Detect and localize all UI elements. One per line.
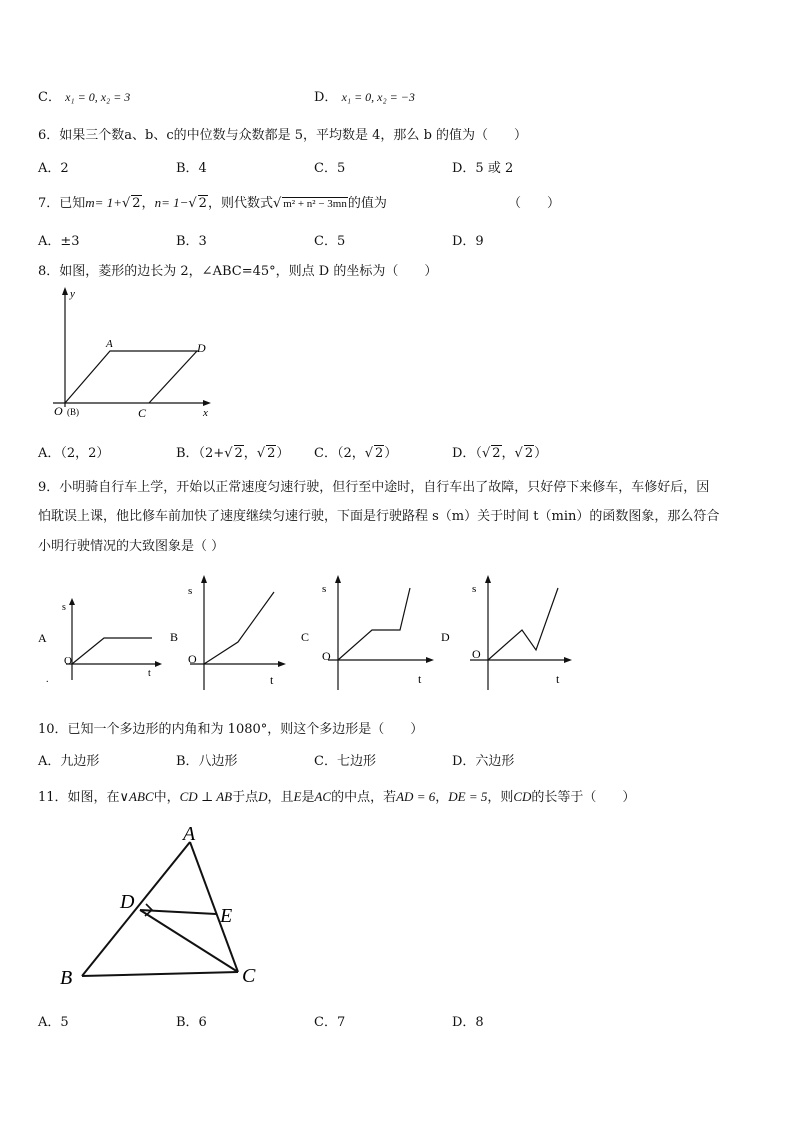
s-axis-arrow [201,575,207,583]
q9-stem-line-2: 怕耽误上课，他比修车前加快了速度继续匀速行驶，下面是行驶路程 s（m）关于时间 t（min）的函数图象，那么符合 [38,509,720,524]
stray-mark: . [46,674,49,685]
point-o-label: O [54,404,63,418]
option-text: ， [501,446,515,461]
t-label: t [556,672,560,686]
option-text: C．（2， [314,446,365,461]
graph-line [204,592,274,664]
q8-option-b[interactable] [176,442,289,461]
s-axis-arrow [335,575,341,583]
graph-line [72,638,152,664]
text: ， [435,790,449,805]
point-a-label: A [106,338,113,350]
q6-option-b[interactable]: B．4 [176,161,207,176]
q11-option-c[interactable]: C．7 [314,1015,346,1030]
q5-option-c [38,86,130,105]
point-b-label: B [60,967,73,989]
point-d-label: D [197,341,206,355]
q7-m-radicand: 2 [132,196,141,211]
q9-graph-b[interactable] [168,572,288,692]
point-c-label: C [242,965,256,987]
q8-option-a[interactable]: A．（2，2） [38,446,110,461]
sqrt-sign [257,446,265,461]
q7-expression-radicand: m² + n² − 3mn [283,198,347,210]
q10-stem: 10．已知一个多边形的内角和为 1080°，则这个多边形是（ ） [38,722,424,737]
text: ，则 [487,790,514,805]
q7-option-b[interactable]: B．3 [176,234,207,249]
origin-label: O [188,652,197,666]
text: 的长等于（ ） [531,790,636,805]
q7-sep: ， [141,196,155,211]
math: AD = 6 [396,789,436,804]
x-axis-arrow [203,400,211,406]
q8-option-d[interactable] [452,442,547,461]
point-d-label: D [120,891,135,913]
q6-stem: 6．如果三个数a、b、c的中位数与众数都是 5，平均数是 4，那么 b 的值为（ ） [38,128,528,143]
q5-option-d [314,86,415,105]
q7-stem [38,192,387,211]
graph-line [488,588,558,660]
math: ∨ABC [119,789,154,804]
q7-m-expr: m= 1+ [85,195,122,210]
q9-graph-a[interactable] [36,590,166,688]
origin-label: O [322,649,331,663]
s-axis-arrow [485,575,491,583]
sqrt-sign [188,196,196,211]
q7-n-expr: n= 1− [154,195,189,210]
point-e-label: E [220,905,233,927]
q9-stem-line-1: 9．小明骑自行车上学，开始以正常速度匀速行驶，但行至中途时，自行车出了故障，只好停下来修车，车修好后，因 [38,480,710,495]
point-b-label: (B) [67,407,79,417]
q6-option-a[interactable]: A．2 [38,161,69,176]
math: E [293,789,302,804]
q7-n-radicand: 2 [198,196,207,211]
option-label: D． [314,90,338,105]
q6-option-c[interactable]: C．5 [314,161,346,176]
q11-option-b[interactable]: B．6 [176,1015,207,1030]
s-label: s [62,602,66,613]
q11-option-a[interactable]: A．5 [38,1015,69,1030]
s-label: s [472,583,477,595]
radicand: 2 [492,446,501,461]
text: 11．如图，在 [38,790,120,805]
y-axis-arrow [62,287,68,295]
s-label: s [188,585,193,597]
q11-triangle-figure [52,818,272,994]
text: 的中点，若 [331,790,397,805]
option-text: x₁ = 0, x₂ = −3 [341,90,415,104]
q7-option-d[interactable]: D．9 [452,234,484,249]
q10-option-a[interactable]: A．九边形 [38,754,100,769]
y-axis-label: y [70,288,75,300]
side-bc [82,972,238,976]
option-text: D．（ [452,446,482,461]
option-label: C． [38,90,61,105]
option-text: B．（2+ [176,446,225,461]
math: CD ⊥ AB [179,789,233,804]
radicand: 2 [524,446,534,461]
x-axis-label: x [203,407,208,419]
q8-option-c[interactable] [314,442,397,461]
q7-prefix: 7．已知 [38,196,86,211]
graph-label: C [301,630,310,644]
sqrt-sign [515,446,523,461]
sqrt-sign [365,446,373,461]
graph-label: B [170,630,179,644]
graph-label: D [441,630,450,644]
s-axis-arrow [69,598,75,605]
option-text: ） [384,446,398,461]
math: CD [513,789,532,804]
sqrt-sign [273,196,281,211]
q8-stem: 8．如图，菱形的边长为 2，∠ABC=45°，则点 D 的坐标为（ ） [38,264,438,279]
q7-mid: ，则代数式 [207,196,273,211]
point-a-label: A [183,823,196,845]
t-axis-arrow [426,657,434,663]
q9-stem-line-3: 小明行驶情况的大致图象是（ ） [38,539,225,554]
point-c-label: C [138,406,147,420]
option-text: ） [276,446,290,461]
math: D [258,789,268,804]
text: ，且 [267,790,294,805]
t-axis-arrow [155,661,162,667]
graph-line [338,588,410,660]
text: 是 [301,790,315,805]
option-text: x₁ = 0, x₂ = 3 [65,90,131,104]
origin-label: O [472,647,481,661]
t-label: t [148,668,151,679]
q11-option-d[interactable]: D．8 [452,1015,484,1030]
q10-option-d[interactable]: D．六边形 [452,754,515,769]
q8-rhombus-figure [45,285,230,425]
sqrt-sign [482,446,490,461]
q10-option-c[interactable]: C．七边形 [314,754,376,769]
text: 于点 [232,790,259,805]
math: AC [314,789,332,804]
option-text: ） [534,446,548,461]
t-label: t [270,673,274,687]
q7-suffix: 的值为 [347,196,387,211]
math: DE = 5 [448,789,488,804]
q9-graph-c[interactable] [298,572,438,692]
q11-stem [38,786,635,805]
q10-option-b[interactable]: B．八边形 [176,754,238,769]
radicand: 2 [267,446,276,461]
q7-answer-paren: （ ） [508,196,561,211]
q7-option-c[interactable]: C．5 [314,234,346,249]
radicand: 2 [234,446,243,461]
q9-graph-d[interactable] [438,572,580,692]
q6-option-d[interactable]: D．5 或 2 [452,161,514,176]
t-label: t [418,672,422,686]
sqrt-sign [224,446,232,461]
t-axis-arrow [278,661,286,667]
option-text: ， [243,446,257,461]
text: 中， [153,790,180,805]
rhombus [65,351,197,403]
graph-label: A [38,631,47,645]
q7-option-a[interactable]: A．±3 [38,234,80,249]
side-ab [82,842,190,976]
origin-label: O [64,655,72,667]
sqrt-sign [122,196,130,211]
t-axis-arrow [564,657,572,663]
s-label: s [322,583,327,595]
radicand: 2 [375,446,384,461]
